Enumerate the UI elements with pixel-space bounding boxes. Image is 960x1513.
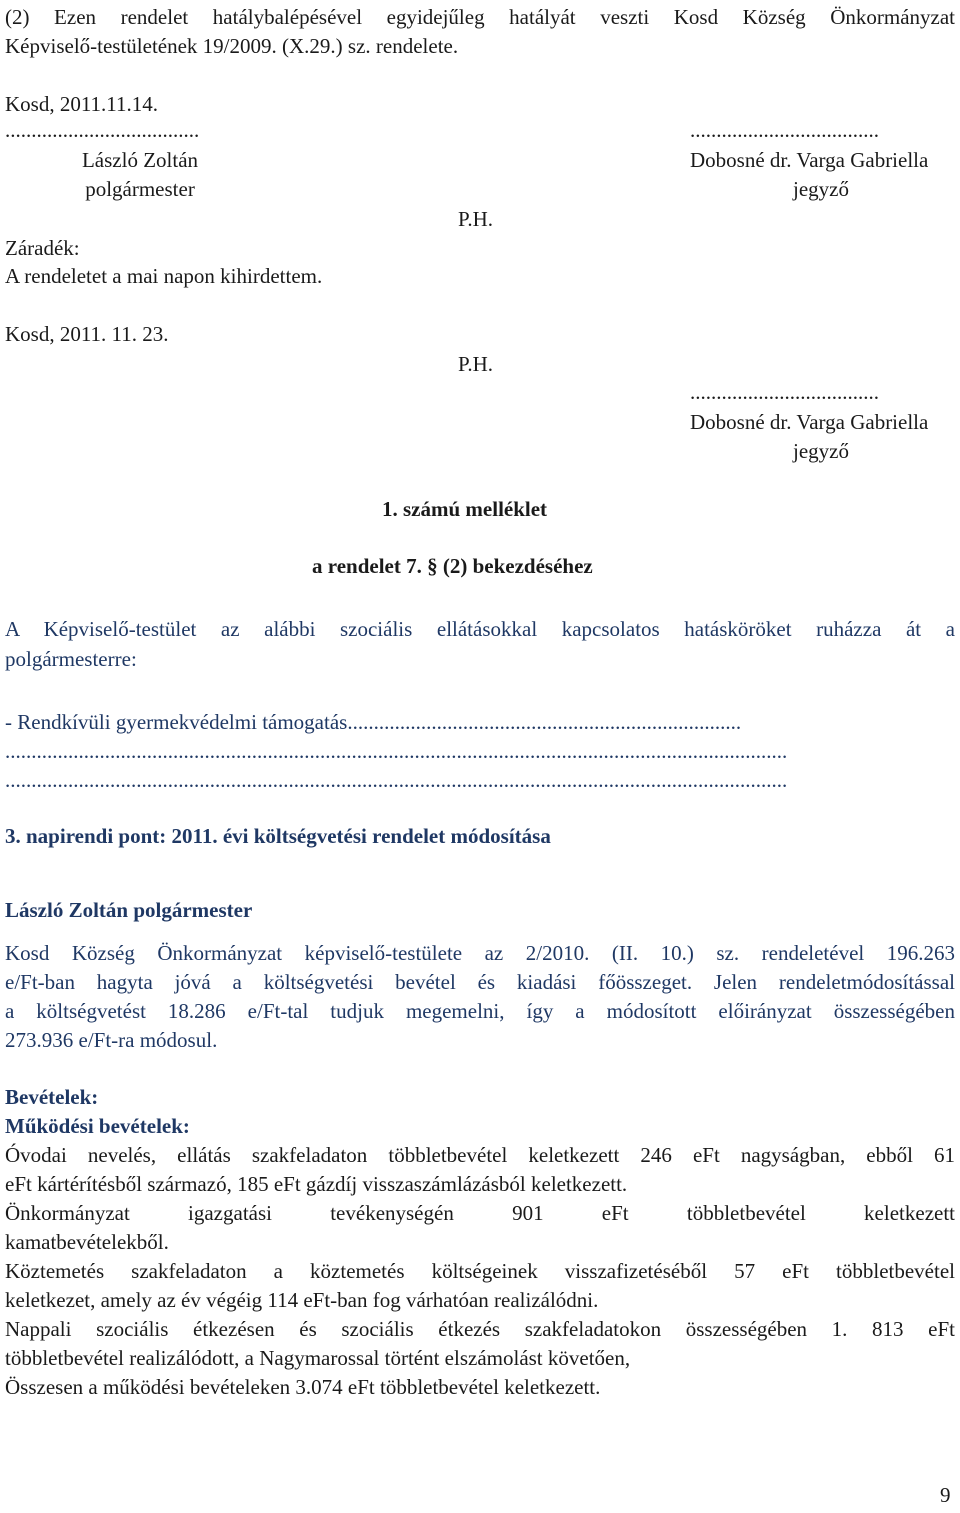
- text-line: A rendeletet a mai napon kihirdettem.: [5, 264, 323, 288]
- notary-name: Dobosné dr. Varga Gabriella: [690, 148, 929, 172]
- seal-mark: P.H.: [458, 207, 494, 231]
- dotted-line: .....................................................................................................................................................: [5, 768, 788, 792]
- speaker-heading: László Zoltán polgármester: [5, 898, 253, 922]
- text-line: 273.936 e/Ft-ra módosul.: [5, 1028, 218, 1052]
- text-line: Óvodai nevelés, ellátás szakfeladaton többletbevétel keletkezett 246 eFt nagyságban, ebből 61: [5, 1143, 955, 1167]
- text-line: (2) Ezen rendelet hatálybalépésével egyidejűleg hatályát veszti Kosd Község Önkormányzat: [5, 5, 955, 29]
- signature-line: ....................................: [690, 380, 879, 404]
- text-line: polgármesterre:: [5, 647, 137, 671]
- signing-date: Kosd, 2011.11.14.: [5, 92, 159, 116]
- text-line: Kosd Község Önkormányzat képviselő-testülete az 2/2010. (II. 10.) sz. rendeletével 196.263: [5, 941, 955, 965]
- signature-line: ....................................: [690, 118, 879, 142]
- agenda-heading: 3. napirendi pont: 2011. évi költségvetési rendelet módosítása: [5, 824, 551, 848]
- text-line: e/Ft-ban hagyta jóvá a költségvetési bevétel és kiadási főösszeget. Jelen rendeletmódosítással: [5, 970, 955, 994]
- revenues-heading: Bevételek:: [5, 1085, 99, 1109]
- clause-label: Záradék:: [5, 236, 80, 260]
- clause-date: Kosd, 2011. 11. 23.: [5, 322, 169, 346]
- seal-mark: P.H.: [458, 352, 494, 376]
- text-line: többletbevétel realizálódott, a Nagymarossal történt elszámolást követően,: [5, 1346, 631, 1370]
- text-line: kamatbevételekből.: [5, 1230, 169, 1254]
- text-line: Köztemetés szakfeladaton a köztemetés költségeinek visszafizetéséből 57 eFt többletbevétel: [5, 1259, 955, 1283]
- text-line: A Képviselő-testület az alábbi szociális ellátásokkal kapcsolatos hatásköröket ruházza át a: [5, 617, 955, 641]
- dotted-line: .....................................................................................................................................................: [5, 739, 788, 763]
- notary-name: Dobosné dr. Varga Gabriella: [690, 410, 929, 434]
- text-line: eFt kártérítésből származó, 185 eFt gázdíj visszaszámlázásból keletkezett.: [5, 1172, 628, 1196]
- text-line: keletkezet, amely az év végéig 114 eFt-ban fog várhatóan realizálódni.: [5, 1288, 599, 1312]
- notary-title: jegyző: [793, 439, 849, 463]
- notary-title: jegyző: [793, 177, 849, 201]
- text-line: Nappali szociális étkezésen és szociális étkezés szakfeladatokon összességében 1. 813 eFt: [5, 1317, 955, 1341]
- revenues-subheading: Működési bevételek:: [5, 1114, 190, 1138]
- signature-line: .....................................: [5, 118, 200, 142]
- text-line: Képviselő-testületének 19/2009. (X.29.) sz. rendelete.: [5, 34, 459, 58]
- annex-title: 1. számú melléklet: [382, 497, 548, 521]
- annex-subtitle: a rendelet 7. § (2) bekezdéséhez: [312, 554, 593, 578]
- text-line: Önkormányzat igazgatási tevékenységén 901 eFt többletbevétel keletkezett: [5, 1201, 955, 1225]
- text-line: Összesen a működési bevételeken 3.074 eFt többletbevétel keletkezett.: [5, 1375, 601, 1399]
- page-number: 9: [940, 1483, 951, 1507]
- text-line: a költségvetést 18.286 e/Ft-tal tudjuk megemelni, így a módosított előirányzat összességében: [5, 999, 955, 1023]
- list-item: - Rendkívüli gyermekvédelmi támogatás...........................................................................: [5, 710, 742, 734]
- mayor-name: László Zoltán: [81, 148, 199, 172]
- mayor-title: polgármester: [85, 177, 195, 201]
